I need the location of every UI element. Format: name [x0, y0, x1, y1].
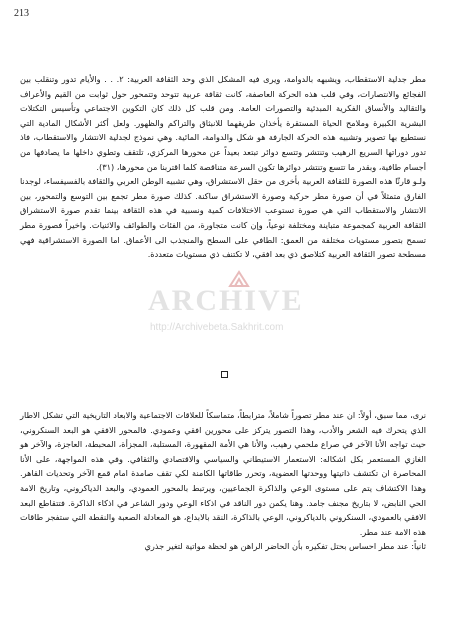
body-text-top — [20, 72, 426, 262]
paragraph: نرى، مما سبق، أولاً: ان عند مطر تصوراً شاملاً، مترابطاً، متماسكاً للعلاقات الاجتماعية والابعاد التاريخية التي تشكل الاطار الذي يتحرك فيه الشعر والأدب، وهذا التصور يتركز على محورين افقي وعمودي. فالمحور الافقي هو البعد السنكروني، حيث تواجه الأنا الآخر في صراع ملحمي رهيب، والأنا هي الأمة المقهورة، المستلبة، المجزأة، المحبطة، العاجزة، والآخر هو الغازي المستعمر بكل اشكاله: الاستعمار الاستيطاني والسياسي والاقتصادي والثقافي. وفي هذه المواجهة، على الأنا المحاصرة ان تكتشف ذاتيتها ووحدتها العضوية، وتحرر طاقاتها الكامنة لكي تقف صامدة امام قمع الآخر وتحديات القاهر. وهذا الاكتشاف يتم على مستوى الوعي والذاكرة الجماعيين، ويرتبط بالمحور العمودي، والبعد الدياكروني، وتاريخ الامة الحي النابض، لا بتاريخ مجنف جامد. وهنا يكمن دور الناقد في اذكاء الوعي ودور الشاعر في اذكاء الذاكرة. فتتقاطع البعد الافقي بالعمودي، السنكروني بالدياكروني، الوعي بالذاكرة، النقد بالابداع، هو المعادلة الصعبة والنقطة التي ستفجر طاقات هذه الامة عند مطر. — [20, 410, 426, 537]
archive-watermark — [120, 270, 330, 340]
watermark-url: http://Archivebeta.Sakhrit.com — [150, 322, 284, 333]
section-separator-icon — [221, 371, 228, 378]
page-number: 213 — [14, 8, 29, 19]
paragraph: مطر جدلية الاستقطاب، ويشبهه بالدوامة، ويرى فيه المشكل الذي وحد الثقافة العربية: ٢. . . والأيام تدور وتنقلب بين الفجائع والانتصارات، وفي قلب هذه الحركة العاصفة، كانت ثقافة عربية تتوحد وتتمحور حول ثوابت من القيم والأعراف والتقاليد والأنساق الفكرية المبدئية والتصورات العامة. ومن قلب كل ذلك كان التكوين الاجتماعي وتأسيس التكتلات البشرية الكبيرة وملامح الحياة المستقرة يأخذان طريقهما للانبثاق والتراكم والظهور. ولعل أكثر الأشكال المادية التي نستطيع بها تصوير وتشبيه هذه الحركة الجارفة هو شكل والدوامة، المائية. وهي نموذج لجدلية الانتشار والاستقطاب، فاذ تدور دوراتها السريع الرهيب وتنتشر وتتسع دوائر تبتعد بعيداً عن محورها المركزي، تلتقف وتطوي داخلها ما يصادفها من أجسام طافية، وبقدر ما تتسع وتنتشر دوائرها تكون السرعة متناقصة كلما اقتربنا من محورها، (٣١). — [20, 74, 426, 172]
paragraph: ثانياً: عند مطر احساس بحتل تفكيره بأن الحاضر الراهن هو لحظة مواتية لتغير جذري — [144, 541, 426, 552]
archive-logo-icon — [228, 270, 250, 288]
body-text-bottom — [20, 408, 426, 554]
watermark-name: ARCHIVE — [148, 284, 304, 317]
paragraph: ولـو قارنّا هذه الصورة للثقافة العربية بأخرى من حقل الاستشراق، وهي تشبيه الوطن العربي والثقافة بالفسيفساء، لوجدنا الفارق متمثلاً في أن صورة مطر حركية وصورة الاستشراق ساكنة. كذلك صورة مطر تجمع بين التوسع والتمحور، بين الانتشار والاستقطاب التي هي صورة تستوعب الاختلافات كمية ونسبية في هذه الثقافة بينما تقدم صورة الاستشراق الثقافة العربية كمجموعة متباينة ومختلفة نوعياً، وإن كانت متجاورة، من الفئات والطوائف والاثنيات. واخيراً فصورة مطر تسمح بتصور مستويات مختلفة من العمق: الطافي على السطح والمنجذب الى الأعماق. اما الصورة الاستشراقية فهي مسطحة تصور الثقافة العربية كتلاصق ذي بعد افقي، لا تكتنف ذي مستويات متعددة. — [20, 176, 426, 260]
